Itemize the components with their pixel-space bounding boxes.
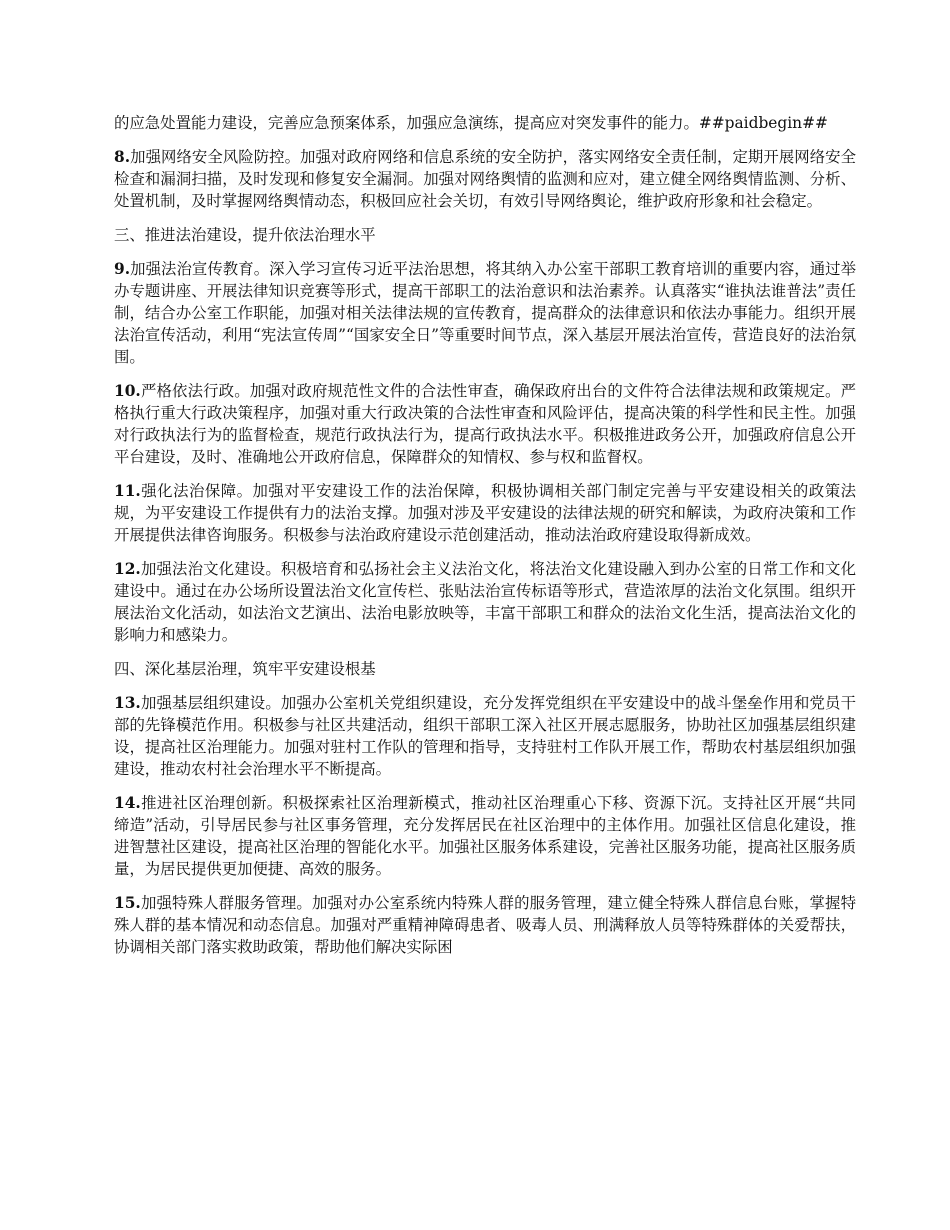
paragraph-number: 10. <box>114 382 141 400</box>
paragraph-item-8 <box>114 146 856 212</box>
paragraph-text: 严格依法行政。加强对政府规范性文件的合法性审查，确保政府出台的文件符合法律法规和政策规定。严格执行重大行政决策程序，加强对重大行政决策的合法性审查和风险评估，提高决策的科学性和民主性。加强对行政执法行为的监督检查，规范行政执法行为，提高行政执法水平。积极推进政务公开，加强政府信息公开平台建设，及时、准确地公开政府信息，保障群众的知情权、参与权和监督权。 <box>114 382 856 466</box>
paragraph-text: 加强基层组织建设。加强办公室机关党组织建设，充分发挥党组织在平安建设中的战斗堡垒作用和党员干部的先锋模范作用。积极参与社区共建活动，组织干部职工深入社区开展志愿服务，协助社区加强基层组织建设，提高社区治理能力。加强对驻村工作队的管理和指导，支持驻村工作队开展工作，帮助农村基层组织加强建设，推动农村社会治理水平不断提高。 <box>114 694 856 778</box>
paragraph-text: 加强法治文化建设。积极培育和弘扬社会主义法治文化，将法治文化建设融入到办公室的日常工作和文化建设中。通过在办公场所设置法治文化宣传栏、张贴法治宣传标语等形式，营造浓厚的法治文化氛围。组织开展法治文化活动，如法治文艺演出、法治电影放映等，丰富干部职工和群众的法治文化生活，提高法治文化的影响力和感染力。 <box>114 560 856 644</box>
paragraph-number: 8. <box>114 148 131 166</box>
section-heading-text: 三、推进法治建设，提升依法治理水平 <box>114 226 376 244</box>
section-heading-3 <box>114 224 856 246</box>
paragraph-number: 13. <box>114 694 141 712</box>
paragraph-number: 14. <box>114 794 141 812</box>
paragraph-text: 推进社区治理创新。积极探索社区治理新模式，推动社区治理重心下移、资源下沉。支持社区开展“共同缔造”活动，引导居民参与社区事务管理，充分发挥居民在社区治理中的主体作用。加强社区信息化建设，推进智慧社区建设，提高社区治理的智能化水平。加强社区服务体系建设，完善社区服务功能，提高社区服务质量，为居民提供更加便捷、高效的服务。 <box>114 794 856 878</box>
paragraph-text: 加强特殊人群服务管理。加强对办公室系统内特殊人群的服务管理，建立健全特殊人群信息台账，掌握特殊人群的基本情况和动态信息。加强对严重精神障碍患者、吸毒人员、刑满释放人员等特殊群体的关爱帮扶，协调相关部门落实救助政策，帮助他们解决实际困 <box>114 894 856 956</box>
paragraph-number: 12. <box>114 560 141 578</box>
paragraph-number: 11. <box>114 482 141 500</box>
paragraph-number: 9. <box>114 260 131 278</box>
paragraph-item-10 <box>114 380 856 468</box>
paragraph-number: 15. <box>114 894 141 912</box>
paragraph-item-15 <box>114 892 856 958</box>
section-heading-text: 四、深化基层治理，筑牢平安建设根基 <box>114 660 376 678</box>
paragraph-item-12 <box>114 558 856 646</box>
paragraph-item-11 <box>114 480 856 546</box>
paragraph-text: 的应急处置能力建设，完善应急预案体系，加强应急演练，提高应对突发事件的能力。##paidbegin## <box>114 114 828 132</box>
paragraph-item-13 <box>114 692 856 780</box>
paragraph-item-9 <box>114 258 856 368</box>
section-heading-4 <box>114 658 856 680</box>
paragraph-continuation <box>114 112 856 134</box>
paragraph-text: 强化法治保障。加强对平安建设工作的法治保障，积极协调相关部门制定完善与平安建设相关的政策法规，为平安建设工作提供有力的法治支撑。加强对涉及平安建设的法律法规的研究和解读，为政府决策和工作开展提供法律咨询服务。积极参与法治政府建设示范创建活动，推动法治政府建设取得新成效。 <box>114 482 856 544</box>
document-page <box>114 112 856 970</box>
paragraph-item-14 <box>114 792 856 880</box>
paragraph-text: 加强法治宣传教育。深入学习宣传习近平法治思想，将其纳入办公室干部职工教育培训的重要内容，通过举办专题讲座、开展法律知识竞赛等形式，提高干部职工的法治意识和法治素养。认真落实“谁执法谁普法”责任制，结合办公室工作职能，加强对相关法律法规的宣传教育，提高群众的法律意识和依法办事能力。组织开展法治宣传活动，利用“宪法宣传周”“国家安全日”等重要时间节点，深入基层开展法治宣传，营造良好的法治氛围。 <box>114 260 856 366</box>
paragraph-text: 加强网络安全风险防控。加强对政府网络和信息系统的安全防护，落实网络安全责任制，定期开展网络安全检查和漏洞扫描，及时发现和修复安全漏洞。加强对网络舆情的监测和应对，建立健全网络舆情监测、分析、处置机制，及时掌握网络舆情动态，积极回应社会关切，有效引导网络舆论，维护政府形象和社会稳定。 <box>114 148 856 210</box>
